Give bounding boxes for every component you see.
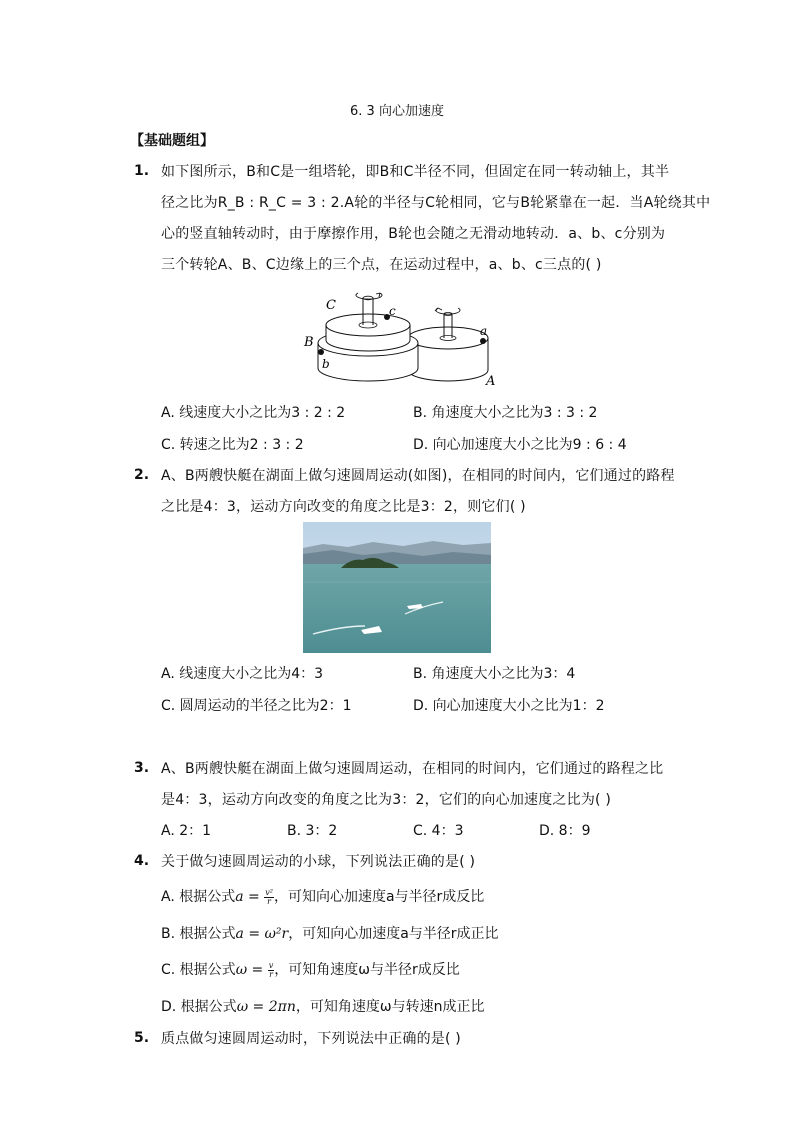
q4-option-c: C. 根据公式ω = $\frac{v}{r}$ ，可知角速度ω与半径r成反比 xyxy=(161,960,460,979)
q1-option-a: A. 线速度大小之比为3 : 2 : 2 xyxy=(161,405,346,421)
question-4-line-1: 关于做匀速圆周运动的小球，下列说法正确的是( ) xyxy=(161,854,476,870)
q3-option-a: A. 2：1 xyxy=(161,823,212,839)
q2-option-a: A. 线速度大小之比为4：3 xyxy=(161,666,324,682)
question-1-line-4: 三个转轮A、B、C边缘上的三个点，在运动过程中，a、b、c三点的( ) xyxy=(161,257,602,273)
q4-option-b: B. 根据公式a = ω²r，可知向心加速度a与半径r成正比 xyxy=(161,926,499,942)
q1-option-d: D. 向心加速度大小之比为9 : 6 : 4 xyxy=(413,437,627,453)
question-1-line-2: 径之比为R_B : R_C = 3 : 2.A轮的半径与C轮相同，它与B轮紧靠在一起．当A轮绕其中 xyxy=(161,195,711,211)
question-2-number: 2. xyxy=(134,467,150,483)
q3-option-c: C. 4：3 xyxy=(413,823,464,839)
question-5-number: 5. xyxy=(134,1030,150,1046)
question-1-line-1: 如下图所示，B和C是一组塔轮，即B和C半径不同，但固定在同一转动轴上，其半 xyxy=(161,164,670,180)
question-1-number: 1. xyxy=(134,163,150,179)
section-heading: 【基础题组】 xyxy=(130,133,214,149)
question-4-number: 4. xyxy=(134,853,150,869)
question-1-line-3: 心的竖直轴转动时，由于摩擦作用，B轮也会随之无滑动地转动．a、b、c分别为 xyxy=(161,226,666,242)
label-b: b xyxy=(322,357,330,371)
q2-option-d: D. 向心加速度大小之比为1：2 xyxy=(413,698,605,714)
q2-option-b: B. 角速度大小之比为3：4 xyxy=(413,666,576,682)
q1-option-c: C. 转速之比为2 : 3 : 2 xyxy=(161,437,304,453)
q3-option-d: D. 8：9 xyxy=(539,823,591,839)
tower-wheel-diagram xyxy=(300,288,500,392)
q2-option-c: C. 圆周运动的半径之比为2：1 xyxy=(161,698,352,714)
label-C: C xyxy=(326,298,336,313)
q4-option-a: A. 根据公式a = $\frac{\text{v²}}{r}$ ，可知向心加速度a与半径r成反比 xyxy=(161,887,485,906)
lake-speedboat-photo xyxy=(303,522,491,653)
question-2-line-1: A、B两艘快艇在湖面上做匀速圆周运动(如图)，在相同的时间内，它们通过的路程 xyxy=(161,468,675,484)
question-3-line-1: A、B两艘快艇在湖面上做匀速圆周运动，在相同的时间内，它们通过的路程之比 xyxy=(161,761,664,777)
label-a: a xyxy=(480,324,488,338)
question-3-line-2: 是4：3，运动方向改变的角度之比为3：2，它们的向心加速度之比为( ) xyxy=(161,792,612,808)
question-5-line-1: 质点做匀速圆周运动时，下列说法中正确的是( ) xyxy=(161,1031,461,1047)
q1-option-b: B. 角速度大小之比为3 : 3 : 2 xyxy=(413,405,598,421)
q4-option-d: D. 根据公式ω = 2πn，可知角速度ω与转速n成正比 xyxy=(161,999,485,1015)
q3-option-b: B. 3：2 xyxy=(287,823,338,839)
label-c: c xyxy=(389,304,396,318)
question-3-number: 3. xyxy=(134,760,150,776)
question-2-line-2: 之比是4：3，运动方向改变的角度之比是3：2，则它们( ) xyxy=(161,499,526,515)
label-A: A xyxy=(486,374,496,389)
label-B: B xyxy=(304,335,314,350)
page-title: 6. 3 向心加速度 xyxy=(350,104,444,119)
